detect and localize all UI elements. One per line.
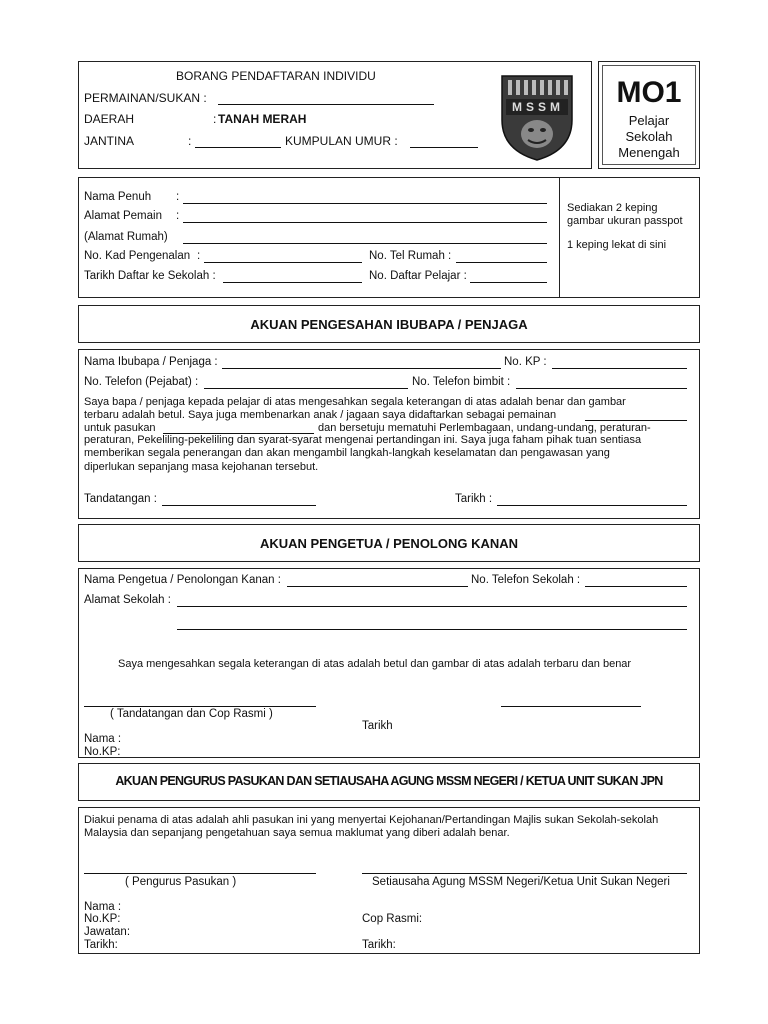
daerah-label: DAERAH — [84, 112, 135, 126]
daerah-value: TANAH MERAH — [218, 112, 307, 126]
manager-para-1: Diakui penama di atas adalah ahli pasukan ini yang menyertai Kejohanan/Pertandingan Majlis sukan Sekolah-sekolah — [84, 814, 659, 826]
form-code-sub-2: Sekolah — [625, 129, 673, 144]
manager-nokp-label: No.KP: — [84, 913, 121, 925]
pemainan-field[interactable] — [585, 420, 687, 421]
nama-penuh-colon: : — [176, 191, 180, 203]
principal-tarikh-label: Tarikh — [362, 720, 393, 732]
mssm-logo — [498, 72, 576, 162]
principal-signature-field[interactable] — [84, 706, 316, 707]
parent-para-5: memberikan segala penerangan dan akan mengambil langkah-langkah keselamatan dan pengawasan yang — [84, 447, 610, 459]
permainan-field[interactable] — [218, 104, 434, 105]
parent-nokp-label: No. KP : — [504, 356, 547, 368]
photo-divider — [559, 177, 560, 298]
pengetua-nama-field[interactable] — [287, 586, 468, 587]
logo-text: MSSM — [512, 100, 564, 114]
no-tel-rumah-field[interactable] — [456, 262, 547, 263]
nama-penuh-label: Nama Penuh — [84, 191, 152, 203]
principal-tarikh-field[interactable] — [501, 706, 641, 707]
form-code: MO1 — [616, 76, 682, 109]
jantina-colon: : — [188, 134, 192, 148]
principal-nama-label: Nama : — [84, 733, 122, 745]
no-daftar-label: No. Daftar Pelajar : — [369, 270, 467, 282]
parent-para-1: Saya bapa / penjaga kepada pelajar di atas mengesahkan segala keterangan di atas adalah benar dan gambar — [84, 396, 626, 408]
parent-para-6: diperlukan sepanjang masa kejohanan tersebut. — [84, 461, 319, 473]
parent-tarikh-label: Tarikh : — [455, 493, 493, 505]
permainan-label: PERMAINAN/SUKAN : — [84, 91, 207, 105]
manager-jawatan-label: Jawatan: — [84, 926, 131, 938]
parent-nokp-field[interactable] — [552, 368, 687, 369]
alamat-pemain-label: Alamat Pemain — [84, 210, 162, 222]
parent-heading: AKUAN PENGESAHAN IBUBAPA / PENJAGA — [250, 317, 528, 332]
pengurus-signature-field[interactable] — [84, 873, 316, 874]
kumpulan-label: KUMPULAN UMUR : — [285, 134, 398, 148]
tel-sekolah-field[interactable] — [585, 586, 687, 587]
manager-nama-label: Nama : — [84, 901, 122, 913]
alamat-pemain-colon: : — [176, 210, 180, 222]
no-daftar-field[interactable] — [470, 282, 547, 283]
principal-nokp-label: No.KP: — [84, 746, 121, 758]
parent-tandatangan-field[interactable] — [162, 505, 316, 506]
nama-penuh-field[interactable] — [183, 203, 547, 204]
jantina-label: JANTINA — [84, 134, 135, 148]
principal-signature-label: ( Tandatangan dan Cop Rasmi ) — [110, 708, 273, 720]
tel-sekolah-label: No. Telefon Sekolah : — [471, 574, 581, 586]
alamat-sekolah-label: Alamat Sekolah : — [84, 594, 171, 606]
manager-tarikh-right-label: Tarikh: — [362, 939, 396, 951]
pengetua-nama-label: Nama Pengetua / Penolongan Kanan : — [84, 574, 281, 586]
form-title: BORANG PENDAFTARAN INDIVIDU — [176, 69, 376, 83]
cop-rasmi-label: Cop Rasmi: — [362, 913, 423, 925]
manager-tarikh-left-label: Tarikh: — [84, 939, 118, 951]
alamat-sekolah-field-1[interactable] — [177, 606, 687, 607]
alamat-rumah-field[interactable] — [183, 243, 547, 244]
parent-para-4: peraturan, Pekeliling-pekeliling dan syarat-syarat mengenai pertandingan ini. Saya juga faham pihak tuan sentiasa — [84, 434, 642, 446]
no-kad-field[interactable] — [204, 262, 362, 263]
alamat-pemain-field[interactable] — [183, 222, 547, 223]
principal-statement: Saya mengesahkan segala keterangan di atas adalah betul dan gambar di atas adalah terbaru dan benar — [118, 658, 632, 670]
setiausaha-signature-field[interactable] — [362, 873, 687, 874]
tel-bimbit-field[interactable] — [516, 388, 687, 389]
photo-note-2: 1 keping lekat di sini — [567, 239, 667, 251]
no-kad-colon: : — [197, 250, 201, 262]
parent-para-3a: untuk pasukan — [84, 422, 156, 434]
parent-nama-field[interactable] — [222, 368, 501, 369]
photo-note: Sediakan 2 keping gambar ukuran passpot — [567, 202, 683, 227]
setiausaha-label: Setiausaha Agung MSSM Negeri/Ketua Unit Sukan Negeri — [372, 876, 670, 888]
parent-tarikh-field[interactable] — [497, 505, 687, 506]
tarikh-daftar-label: Tarikh Daftar ke Sekolah : — [84, 270, 216, 282]
no-kad-label: No. Kad Pengenalan — [84, 250, 191, 262]
tel-pejabat-field[interactable] — [204, 388, 408, 389]
manager-para-2: Malaysia dan sepanjang pengetahuan saya semua maklumat yang diberi adalah benar. — [84, 827, 510, 839]
tel-pejabat-label: No. Telefon (Pejabat) : — [84, 376, 199, 388]
tarikh-daftar-field[interactable] — [223, 282, 362, 283]
parent-tandatangan-label: Tandatangan : — [84, 493, 157, 505]
form-code-sub-1: Pelajar — [628, 113, 670, 128]
manager-heading: AKUAN PENGURUS PASUKAN DAN SETIAUSAHA AGUNG MSSM NEGERI / KETUA UNIT SUKAN JPN — [115, 774, 663, 788]
daerah-colon: : — [213, 112, 217, 126]
tel-bimbit-label: No. Telefon bimbit : — [412, 376, 511, 388]
alamat-rumah-label: (Alamat Rumah) — [84, 231, 168, 243]
parent-para-2: terbaru adalah betul. Saya juga membenarkan anak / jagaan saya didaftarkan sebagai pemainan — [84, 409, 557, 421]
pengurus-label: ( Pengurus Pasukan ) — [125, 876, 237, 888]
parent-nama-label: Nama Ibubapa / Penjaga : — [84, 356, 218, 368]
no-tel-rumah-label: No. Tel Rumah : — [369, 250, 452, 262]
alamat-sekolah-field-2[interactable] — [177, 629, 687, 630]
jantina-field[interactable] — [195, 147, 281, 148]
principal-heading: AKUAN PENGETUA / PENOLONG KANAN — [259, 536, 519, 551]
form-code-sub-3: Menengah — [618, 145, 680, 160]
parent-para-3b: dan bersetuju mematuhi Perlembagaan, undang-undang, peraturan- — [318, 422, 651, 434]
kumpulan-field[interactable] — [410, 147, 478, 148]
